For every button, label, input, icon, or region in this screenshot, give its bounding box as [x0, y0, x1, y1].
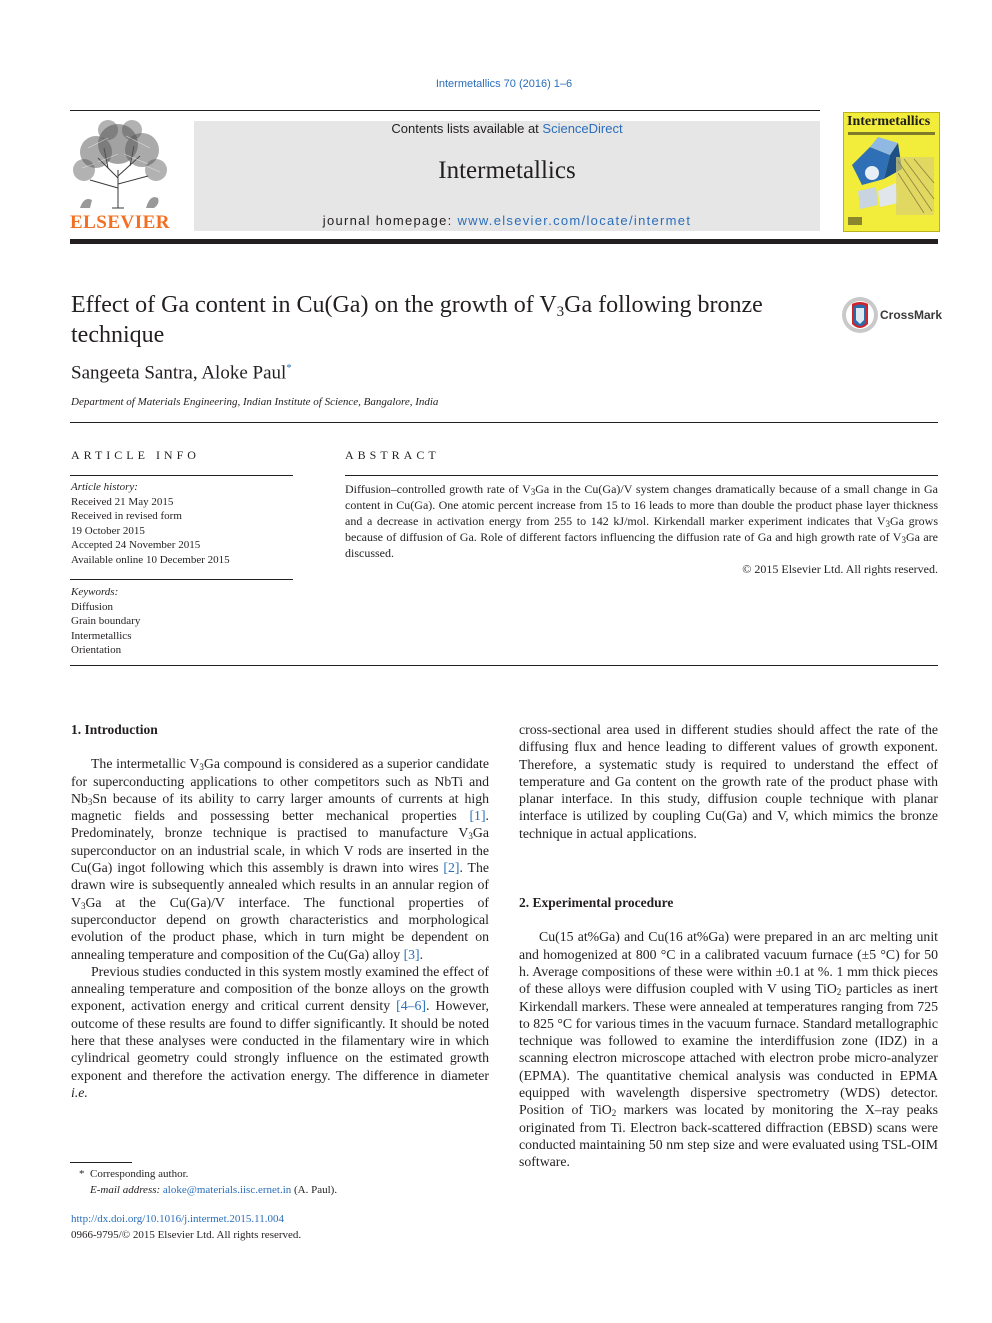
history-item: Available online 10 December 2015	[71, 553, 230, 566]
abstract-text-2: Ga in the Cu(Ga)/V system changes dramatically because of a small change in Ga content in Cu(Ga). One atomic percent increase from 15 to 16 leads to more than double the product phase layer thickness and a decrease in activation energy from 255 to 142 kJ/mol. Kirkendall marker experiment indicates that V	[345, 482, 939, 528]
intro-text: Ga superconductor on an industrial scale, in which V rods are inserted in the Cu(Ga) ingot following which this assembly is drawn into wires	[71, 825, 489, 876]
intro-text: Ga at the Cu(Ga)/V interface. The functional properties of superconductor depend on growth characteristics and morphological evolution of the product phase, which in turn might be dependent on annealing temperature and composition of the Cu(Ga) alloy	[71, 894, 489, 962]
contents-prefix: Contents lists available at	[391, 121, 543, 136]
author-affiliation: Department of Materials Engineering, Indian Institute of Science, Bangalore, India	[71, 396, 439, 408]
history-item: Accepted 24 November 2015	[71, 539, 201, 551]
history-item: Received in revised form	[71, 510, 182, 522]
introduction-paragraph-2	[71, 963, 489, 1101]
experimental-subscript: 2	[611, 1108, 617, 1119]
email-suffix: (A. Paul).	[291, 1184, 338, 1196]
experimental-subscript: 2	[836, 987, 842, 998]
crossmark-label: CrossMark	[880, 308, 943, 322]
email-label: E-mail address:	[90, 1184, 163, 1196]
experimental-text: markers was located by monitoring the X–ray peaks originated from Ti. Electron back-scattered diffraction (EBSD) scans were conducted maintaining 50 nm step size and were evaluated using TSL-OIM software.	[519, 1102, 938, 1170]
history-item: Received 21 May 2015	[71, 495, 174, 508]
article-info-rule-top	[70, 475, 293, 476]
experimental-heading: 2. Experimental procedure	[519, 895, 674, 911]
authors-names: Sangeeta Santra, Aloke Paul	[71, 362, 287, 384]
history-item: 19 October 2015	[71, 524, 145, 537]
homepage-prefix: journal homepage:	[322, 213, 458, 228]
article-title-subscript: 3	[556, 304, 565, 320]
title-rule	[70, 422, 938, 423]
header-top-rule	[70, 110, 820, 111]
doi-link[interactable]: http://dx.doi.org/10.1016/j.intermet.2015.11.004	[71, 1213, 284, 1225]
intro-text: . The drawn wire is subsequently annealed which results in an annular region of V	[71, 860, 489, 910]
abstract-text-3: Ga grows because of diffusion of Ga. Role of different factors influencing the diffusion rate of Ga and high growth rate of V	[345, 514, 938, 544]
abstract-rule	[345, 475, 938, 476]
abstract-body	[345, 481, 938, 577]
keyword-item: Diffusion	[71, 600, 113, 613]
footnote-mark: *	[79, 1168, 85, 1180]
experimental-paragraph	[519, 928, 938, 1170]
intro-text: Sn because of its ability to carry larger amounts of currents at high magnetic fields and possessing better mechanical properties	[71, 790, 489, 824]
experimental-text: particles as inert Kirkendall markers. These were annealed at temperatures ranging from 725 to 825 °C for various times in the vacuum furnace. Standard metallographic technique was followed to examine the interdiffusion zone (IDZ) in a scanning electron microscope attached with electron probe micro-analyzer (EPMA). The quantitative chemical analysis was conducted in EPMA equipped with wavelength dispersive spectrometry (WDS) detector. Position of TiO	[519, 981, 938, 1118]
history-label: Article history:	[71, 481, 138, 493]
citation-link[interactable]: [3]	[403, 946, 420, 962]
abstract-paragraph	[345, 481, 938, 561]
citation-link[interactable]: [2]	[443, 860, 460, 876]
introduction-paragraph-1: The intermetallic $V_3Ga$ compound is considered as a superior candidate for superconducting applications to other competitors such as NbTi and $Nb_3Sn$ because of its ability to carry larger amounts of currents at high magnetic fields and possessing better mechanical properties [1]. Predominately, bronze technique is practised to manufacture $V_3Ga$ superconductor on an industrial scale, in which V rods are inserted in the Cu(Ga) ingot following which this assembly is drawn into wires [2]. The drawn wire is subsequently annealed which results in an annular region of $V_3Ga$ at the Cu(Ga)/V interface. The functional properties of superconductor depend on growth characteristics and morphological evolution of the product phase, which in turn might be dependent on annealing temperature and composition of the Cu(Ga) alloy [3].	[71, 756, 489, 962]
footnote-rule	[70, 1162, 132, 1163]
intro-text: . However, outcome of these results are found to differ significantly. It should be noted here that these analyses were conducted in the filamentary wire in which cylindrical geometry could strongly influence on the estimated growth exponent and therefore the activation energy. The difference in diameter	[71, 998, 489, 1083]
cover-crystal-icon	[844, 113, 939, 231]
article-info-heading: ARTICLE INFO	[71, 448, 200, 462]
article-title-part-1: Effect of Ga content in Cu(Ga) on the growth of V	[71, 292, 557, 318]
abstract-text-1: Diffusion–controlled growth rate of V	[345, 482, 531, 496]
intro-text-italic: i.e.	[71, 1084, 88, 1100]
keyword-item: Intermetallics	[71, 629, 132, 642]
article-title	[71, 290, 831, 350]
abstract-subscript: 3	[530, 487, 536, 497]
homepage-link[interactable]: www.elsevier.com/locate/intermet	[457, 213, 692, 228]
article-title-part-2: Ga following bronze technique	[71, 292, 763, 348]
elsevier-logo	[68, 118, 172, 234]
journal-cover-thumbnail[interactable]	[843, 112, 940, 232]
author-list	[71, 362, 292, 384]
introduction-heading: 1. Introduction	[71, 722, 158, 737]
abstract-copyright: © 2015 Elsevier Ltd. All rights reserved.	[742, 562, 938, 576]
intro-text: The intermetallic V	[91, 756, 200, 772]
issn-copyright: 0966-9795/© 2015 Elsevier Ltd. All rights reserved.	[71, 1229, 302, 1241]
body-column-left	[71, 721, 489, 1101]
journal-title: Intermetallics	[438, 157, 576, 184]
body-column-right	[519, 721, 938, 1171]
footnote	[79, 1166, 337, 1198]
keywords	[71, 585, 140, 658]
contents-line	[194, 121, 820, 136]
intro-text: Ga compound is considered as a superior candidate for superconducting applications to other competitors such as NbTi and Nb	[71, 756, 489, 806]
elsevier-tree-icon	[68, 118, 172, 210]
crossmark-badge[interactable]	[841, 296, 941, 336]
abstract-heading: ABSTRACT	[345, 448, 440, 462]
footnote-corresponding-text: Corresponding author.	[90, 1168, 189, 1180]
homepage-line	[194, 213, 820, 228]
citation-link[interactable]: [4–6]	[396, 998, 427, 1014]
header-thick-rule	[70, 239, 938, 244]
intro-text: Previous studies conducted in this system mostly examined the effect of annealing temperature and composition of the bonze alloys on the growth exponent, activation energy and critical current density	[71, 963, 489, 1014]
keyword-item: Orientation	[71, 644, 122, 656]
email-link[interactable]: aloke@materials.iisc.ernet.in	[162, 1184, 292, 1196]
abstract-subscript: 3	[901, 535, 906, 545]
introduction-paragraph-2-continued: cross-sectional area used in different studies should affect the rate of the diffusing flux and hence leading to different values of growth exponent. Therefore, a systematic study is required to understand the effect of temperature and Ga content on the growth rate of the product phase with planar interface. In this study, diffusion couple technique with planar interface is utilized by coupling Cu(Ga) and V, which mimics the bronze technique in actual applications.	[519, 722, 938, 841]
elsevier-wordmark: ELSEVIER	[69, 212, 171, 233]
article-info-rule-middle	[70, 579, 293, 580]
crossmark-icon	[841, 296, 879, 334]
page-footer	[71, 1211, 301, 1243]
journal-citation-link[interactable]: Intermetallics 70 (2016) 1–6	[435, 78, 573, 90]
intro-text: .	[419, 946, 424, 962]
abstract-text-4: Ga are discussed.	[345, 530, 939, 560]
intro-text: . Predominately, bronze technique is practised to manufacture V	[71, 808, 489, 841]
cover-title: Intermetallics	[847, 114, 931, 129]
abstract-bottom-rule	[70, 665, 938, 666]
footnote-email-line	[79, 1182, 337, 1198]
keywords-label: Keywords:	[71, 586, 119, 598]
abstract-subscript: 3	[885, 519, 890, 529]
keyword-item: Grain boundary	[71, 615, 141, 627]
citation-link[interactable]: [1]	[469, 808, 486, 824]
corresponding-author-mark[interactable]: *	[286, 362, 292, 374]
footnote-corresponding	[79, 1166, 337, 1182]
sciencedirect-link[interactable]: ScienceDirect	[542, 121, 623, 136]
experimental-text: Cu(15 at%Ga) and Cu(16 at%Ga) were prepared in an arc melting unit and homogenized at 800 °C in a calibrated vacuum furnace (±5 °C) for 50 h. Average compositions of these were within ±0.1 at %. 1 mm thick pieces of these alloys were diffusion coupled with V using TiO	[519, 929, 938, 997]
article-history	[71, 480, 230, 567]
